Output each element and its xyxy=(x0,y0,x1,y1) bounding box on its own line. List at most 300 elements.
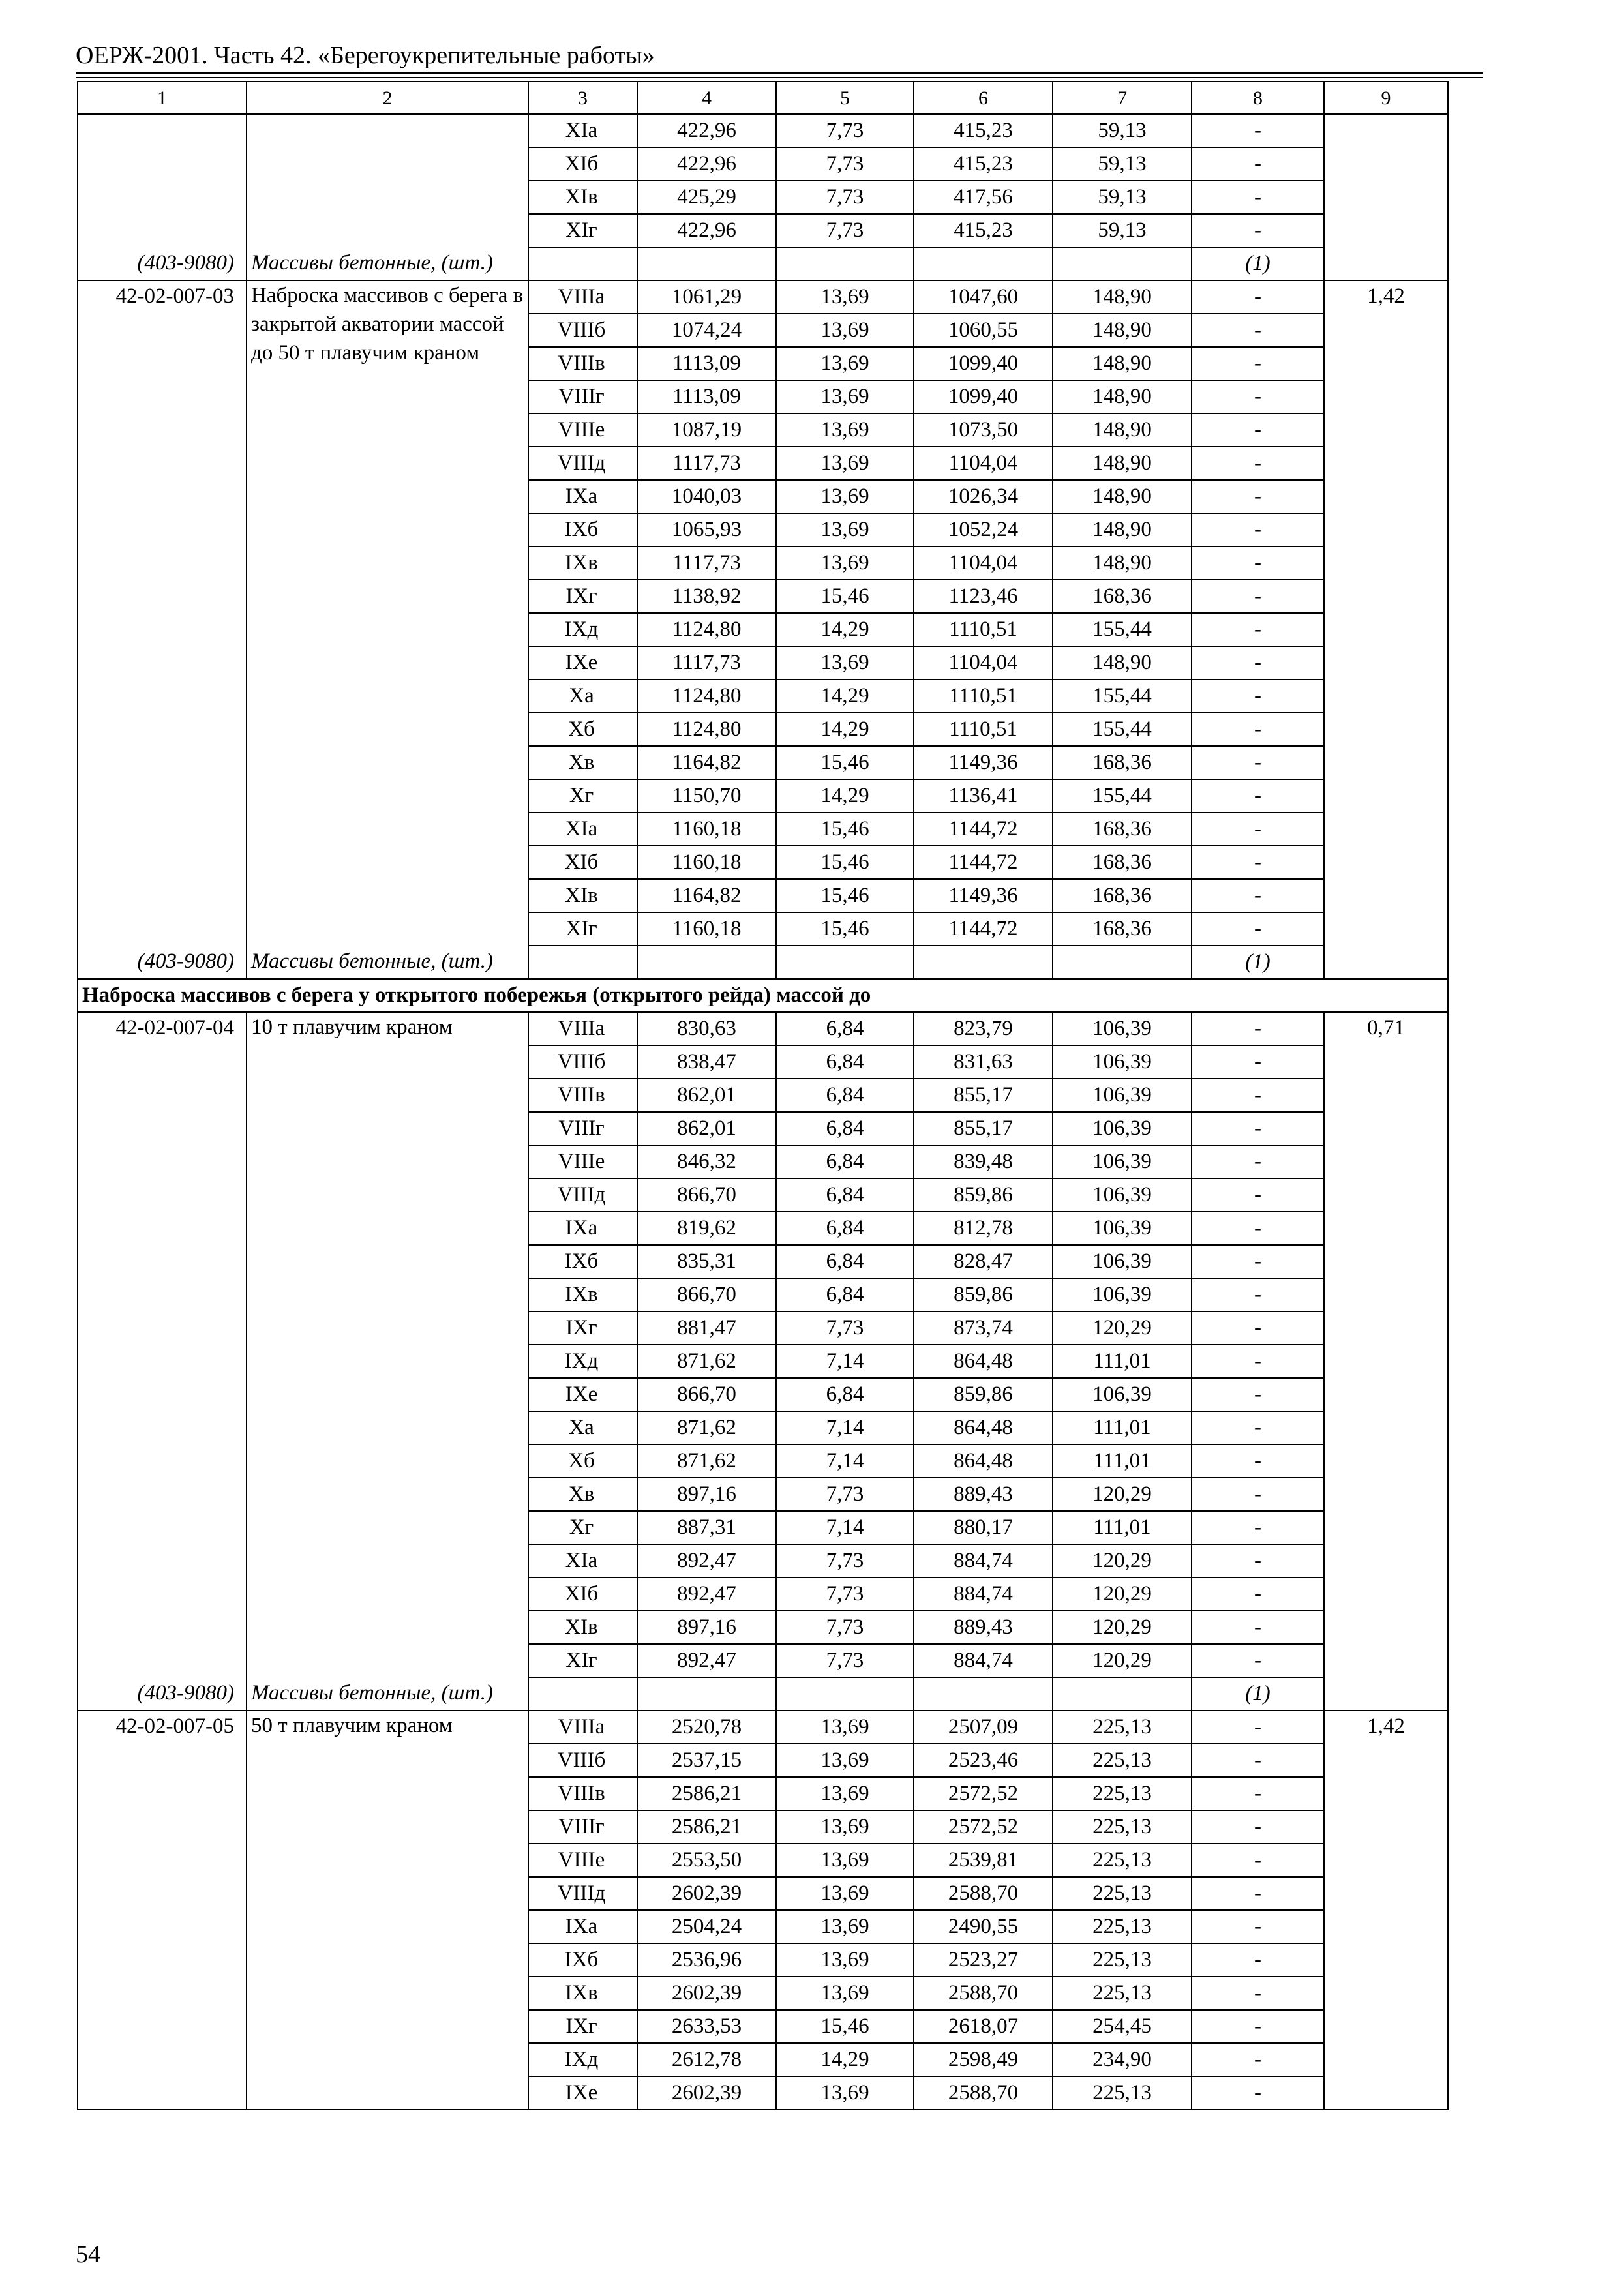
wages: 13,69 xyxy=(776,1777,914,1810)
machinist-wages: 148,90 xyxy=(1053,546,1192,580)
machine-cost: 1144,72 xyxy=(914,813,1053,846)
region-class: VIIIа xyxy=(528,1711,637,1744)
wages: 13,69 xyxy=(776,1844,914,1877)
wages: 13,69 xyxy=(776,314,914,347)
machinist-wages: 59,13 xyxy=(1053,114,1192,147)
machinist-wages: 120,29 xyxy=(1053,1578,1192,1611)
wages: 13,69 xyxy=(776,480,914,513)
materials-cost: - xyxy=(1192,1145,1324,1178)
total-cost: 2536,96 xyxy=(637,1943,776,1977)
machine-cost: 884,74 xyxy=(914,1644,1053,1677)
materials-cost: - xyxy=(1192,1212,1324,1245)
machinist-wages: 148,90 xyxy=(1053,314,1192,347)
resource-empty-cell xyxy=(528,946,637,979)
machinist-wages: 106,39 xyxy=(1053,1145,1192,1178)
resource-code: (403-9080) xyxy=(137,1681,234,1705)
machinist-wages: 148,90 xyxy=(1053,413,1192,447)
machine-cost: 889,43 xyxy=(914,1478,1053,1511)
materials-cost: - xyxy=(1192,2076,1324,2110)
machinist-wages: 155,44 xyxy=(1053,713,1192,746)
materials-cost: - xyxy=(1192,181,1324,214)
materials-cost: - xyxy=(1192,347,1324,380)
machine-cost: 1099,40 xyxy=(914,347,1053,380)
machine-cost: 1149,36 xyxy=(914,746,1053,779)
wages: 7,73 xyxy=(776,1611,914,1644)
wages: 7,14 xyxy=(776,1511,914,1544)
machine-cost: 855,17 xyxy=(914,1079,1053,1112)
region-class: IXе xyxy=(528,1378,637,1411)
resource-name: Массивы бетонные, (шт.) xyxy=(251,1681,493,1705)
resource-quantity: (1) xyxy=(1192,946,1324,979)
machinist-wages: 148,90 xyxy=(1053,480,1192,513)
machinist-wages: 155,44 xyxy=(1053,779,1192,813)
materials-cost: - xyxy=(1192,1245,1324,1278)
resource-code: (403-9080) xyxy=(137,251,234,275)
region-class: Xв xyxy=(528,746,637,779)
wages: 15,46 xyxy=(776,813,914,846)
resource-name: Массивы бетонные, (шт.) xyxy=(251,950,493,973)
page-header-title: ОЕРЖ-2001. Часть 42. «Берегоукрепительные работы» xyxy=(76,42,655,69)
machine-cost: 415,23 xyxy=(914,114,1053,147)
machine-cost: 415,23 xyxy=(914,147,1053,181)
total-cost: 1074,24 xyxy=(637,314,776,347)
total-cost: 1150,70 xyxy=(637,779,776,813)
materials-cost: - xyxy=(1192,779,1324,813)
machine-cost: 2598,49 xyxy=(914,2043,1053,2076)
materials-cost: - xyxy=(1192,114,1324,147)
column-number: 2 xyxy=(247,82,528,114)
total-cost: 422,96 xyxy=(637,214,776,247)
machinist-wages: 148,90 xyxy=(1053,646,1192,680)
machine-cost: 889,43 xyxy=(914,1611,1053,1644)
total-cost: 819,62 xyxy=(637,1212,776,1245)
materials-cost: - xyxy=(1192,1012,1324,1045)
machine-cost: 812,78 xyxy=(914,1212,1053,1245)
total-cost: 897,16 xyxy=(637,1478,776,1511)
materials-cost: - xyxy=(1192,613,1324,646)
wages: 14,29 xyxy=(776,779,914,813)
machine-cost: 2588,70 xyxy=(914,1977,1053,2010)
machine-cost: 1052,24 xyxy=(914,513,1053,546)
region-class: VIIIд xyxy=(528,1877,637,1910)
wages: 13,69 xyxy=(776,413,914,447)
total-cost: 871,62 xyxy=(637,1345,776,1378)
materials-cost: - xyxy=(1192,1444,1324,1478)
region-class: XIв xyxy=(528,879,637,912)
total-cost: 1117,73 xyxy=(637,447,776,480)
region-class: VIIIе xyxy=(528,1145,637,1178)
machine-cost: 2523,46 xyxy=(914,1744,1053,1777)
resource-empty-cell xyxy=(637,946,776,979)
machine-cost: 1144,72 xyxy=(914,912,1053,946)
region-class: XIа xyxy=(528,114,637,147)
total-cost: 1113,09 xyxy=(637,380,776,413)
total-cost: 846,32 xyxy=(637,1145,776,1178)
machine-cost: 2490,55 xyxy=(914,1910,1053,1943)
total-cost: 425,29 xyxy=(637,181,776,214)
materials-cost: - xyxy=(1192,879,1324,912)
region-class: IXа xyxy=(528,480,637,513)
wages: 15,46 xyxy=(776,746,914,779)
materials-cost: - xyxy=(1192,1311,1324,1345)
region-class: Xг xyxy=(528,779,637,813)
region-class: IXг xyxy=(528,580,637,613)
machine-cost: 839,48 xyxy=(914,1145,1053,1178)
total-cost: 2553,50 xyxy=(637,1844,776,1877)
total-cost: 2537,15 xyxy=(637,1744,776,1777)
materials-cost: - xyxy=(1192,1178,1324,1212)
region-class: VIIIд xyxy=(528,447,637,480)
machine-cost: 1026,34 xyxy=(914,480,1053,513)
machine-cost: 415,23 xyxy=(914,214,1053,247)
machine-cost: 831,63 xyxy=(914,1045,1053,1079)
region-class: Xа xyxy=(528,680,637,713)
wages: 7,73 xyxy=(776,1311,914,1345)
machinist-wages: 106,39 xyxy=(1053,1278,1192,1311)
machinist-wages: 155,44 xyxy=(1053,680,1192,713)
region-class: Xб xyxy=(528,713,637,746)
total-cost: 1124,80 xyxy=(637,680,776,713)
wages: 6,84 xyxy=(776,1378,914,1411)
machinist-wages: 120,29 xyxy=(1053,1644,1192,1677)
machine-cost: 828,47 xyxy=(914,1245,1053,1278)
machinist-wages: 225,13 xyxy=(1053,1711,1192,1744)
region-class: IXе xyxy=(528,646,637,680)
section-heading: Наброска массивов с берега у открытого побережья (открытого рейда) массой до xyxy=(78,979,1448,1012)
total-cost: 897,16 xyxy=(637,1611,776,1644)
machine-cost: 864,48 xyxy=(914,1411,1053,1444)
wages: 6,84 xyxy=(776,1178,914,1212)
total-cost: 422,96 xyxy=(637,147,776,181)
wages: 14,29 xyxy=(776,613,914,646)
machinist-wages: 111,01 xyxy=(1053,1511,1192,1544)
wages: 15,46 xyxy=(776,879,914,912)
materials-cost: - xyxy=(1192,846,1324,879)
materials-cost: - xyxy=(1192,912,1324,946)
region-class: IXд xyxy=(528,2043,637,2076)
machine-cost: 884,74 xyxy=(914,1544,1053,1578)
materials-cost: - xyxy=(1192,1644,1324,1677)
wages: 6,84 xyxy=(776,1212,914,1245)
region-class: IXв xyxy=(528,1278,637,1311)
column-number: 3 xyxy=(528,82,637,114)
materials-cost: - xyxy=(1192,546,1324,580)
wages: 7,73 xyxy=(776,147,914,181)
wages: 6,84 xyxy=(776,1245,914,1278)
machinist-wages: 168,36 xyxy=(1053,813,1192,846)
wages: 13,69 xyxy=(776,1877,914,1910)
region-class: Xб xyxy=(528,1444,637,1478)
machine-cost: 2588,70 xyxy=(914,1877,1053,1910)
wages: 15,46 xyxy=(776,912,914,946)
machine-cost: 1149,36 xyxy=(914,879,1053,912)
region-class: IXа xyxy=(528,1910,637,1943)
norm-code: 42-02-007-04 (403-9080) xyxy=(78,1012,247,1711)
region-class: IXв xyxy=(528,1977,637,2010)
total-cost: 2602,39 xyxy=(637,2076,776,2110)
machinist-wages: 168,36 xyxy=(1053,746,1192,779)
machinist-wages: 111,01 xyxy=(1053,1444,1192,1478)
materials-cost: - xyxy=(1192,1378,1324,1411)
region-class: IXб xyxy=(528,1245,637,1278)
machine-cost: 1136,41 xyxy=(914,779,1053,813)
wages: 14,29 xyxy=(776,713,914,746)
materials-cost: - xyxy=(1192,680,1324,713)
total-cost: 887,31 xyxy=(637,1511,776,1544)
machinist-wages: 225,13 xyxy=(1053,1910,1192,1943)
machine-cost: 2618,07 xyxy=(914,2010,1053,2043)
resource-empty-cell xyxy=(637,247,776,280)
machinist-wages: 155,44 xyxy=(1053,613,1192,646)
wages: 7,73 xyxy=(776,1478,914,1511)
column-number: 9 xyxy=(1324,82,1448,114)
machinist-wages: 106,39 xyxy=(1053,1012,1192,1045)
machine-cost: 864,48 xyxy=(914,1345,1053,1378)
region-class: XIг xyxy=(528,912,637,946)
machinist-wages: 106,39 xyxy=(1053,1079,1192,1112)
resource-empty-cell xyxy=(776,946,914,979)
total-cost: 892,47 xyxy=(637,1544,776,1578)
machinist-wages: 106,39 xyxy=(1053,1378,1192,1411)
machinist-wages: 59,13 xyxy=(1053,147,1192,181)
resource-name: Массивы бетонные, (шт.) xyxy=(251,251,493,275)
machine-cost: 859,86 xyxy=(914,1378,1053,1411)
total-cost: 1124,80 xyxy=(637,613,776,646)
materials-cost: - xyxy=(1192,1112,1324,1145)
region-class: IXг xyxy=(528,1311,637,1345)
wages: 13,69 xyxy=(776,1744,914,1777)
machinist-wages: 254,45 xyxy=(1053,2010,1192,2043)
column-number: 8 xyxy=(1192,82,1324,114)
wages: 13,69 xyxy=(776,280,914,314)
region-class: VIIIе xyxy=(528,1844,637,1877)
norm-name: 10 т плавучим краном Массивы бетонные, (шт.) xyxy=(247,1012,528,1711)
region-class: VIIIб xyxy=(528,1744,637,1777)
wages: 6,84 xyxy=(776,1278,914,1311)
machine-cost: 2523,27 xyxy=(914,1943,1053,1977)
wages: 13,69 xyxy=(776,1810,914,1844)
materials-cost: - xyxy=(1192,447,1324,480)
region-class: XIв xyxy=(528,181,637,214)
header-rule-bottom xyxy=(76,77,1483,78)
machinist-wages: 106,39 xyxy=(1053,1212,1192,1245)
region-class: IXе xyxy=(528,2076,637,2110)
region-class: VIIIд xyxy=(528,1178,637,1212)
wages: 6,84 xyxy=(776,1012,914,1045)
total-cost: 862,01 xyxy=(637,1079,776,1112)
total-cost: 2602,39 xyxy=(637,1877,776,1910)
wages: 13,69 xyxy=(776,513,914,546)
machine-cost: 880,17 xyxy=(914,1511,1053,1544)
resource-empty-cell xyxy=(1053,247,1192,280)
machine-cost: 855,17 xyxy=(914,1112,1053,1145)
materials-cost: - xyxy=(1192,280,1324,314)
region-class: IXд xyxy=(528,613,637,646)
total-cost: 1117,73 xyxy=(637,646,776,680)
materials-cost: - xyxy=(1192,813,1324,846)
machine-cost: 1047,60 xyxy=(914,280,1053,314)
materials-cost: - xyxy=(1192,1943,1324,1977)
norm-code: 42-02-007-03 (403-9080) xyxy=(78,280,247,979)
wages: 6,84 xyxy=(776,1079,914,1112)
materials-cost: - xyxy=(1192,413,1324,447)
machinist-wages: 120,29 xyxy=(1053,1544,1192,1578)
section-heading-row xyxy=(78,979,1448,1012)
region-class: VIIIв xyxy=(528,1777,637,1810)
total-cost: 1160,18 xyxy=(637,912,776,946)
machinist-wages: 225,13 xyxy=(1053,1844,1192,1877)
total-cost: 881,47 xyxy=(637,1311,776,1345)
materials-cost: - xyxy=(1192,2043,1324,2076)
norm-name xyxy=(247,114,528,280)
machinist-wages: 225,13 xyxy=(1053,1810,1192,1844)
column-number: 7 xyxy=(1053,82,1192,114)
machine-cost: 1123,46 xyxy=(914,580,1053,613)
wages: 15,46 xyxy=(776,2010,914,2043)
materials-cost: - xyxy=(1192,1611,1324,1644)
wages: 6,84 xyxy=(776,1112,914,1145)
region-class: VIIIв xyxy=(528,347,637,380)
materials-cost: - xyxy=(1192,1478,1324,1511)
machinist-wages: 148,90 xyxy=(1053,447,1192,480)
machine-cost: 864,48 xyxy=(914,1444,1053,1478)
wages: 13,69 xyxy=(776,546,914,580)
wages: 7,73 xyxy=(776,114,914,147)
wages: 7,73 xyxy=(776,1644,914,1677)
machine-cost: 859,86 xyxy=(914,1178,1053,1212)
materials-cost: - xyxy=(1192,1345,1324,1378)
table-row xyxy=(78,280,1448,314)
machinist-wages: 225,13 xyxy=(1053,2076,1192,2110)
page-number: 54 xyxy=(76,2241,100,2268)
region-class: XIб xyxy=(528,846,637,879)
total-cost: 1164,82 xyxy=(637,746,776,779)
machinist-wages: 225,13 xyxy=(1053,1977,1192,2010)
total-cost: 862,01 xyxy=(637,1112,776,1145)
materials-cost: - xyxy=(1192,1045,1324,1079)
materials-cost: - xyxy=(1192,1844,1324,1877)
machine-cost: 2588,70 xyxy=(914,2076,1053,2110)
total-cost: 1065,93 xyxy=(637,513,776,546)
region-class: XIб xyxy=(528,1578,637,1611)
machinist-wages: 148,90 xyxy=(1053,513,1192,546)
machine-cost: 1060,55 xyxy=(914,314,1053,347)
total-cost: 1160,18 xyxy=(637,813,776,846)
wages: 13,69 xyxy=(776,646,914,680)
materials-cost: - xyxy=(1192,1744,1324,1777)
machine-cost: 1104,04 xyxy=(914,646,1053,680)
resource-empty-cell xyxy=(914,946,1053,979)
region-class: VIIIг xyxy=(528,1112,637,1145)
total-cost: 1124,80 xyxy=(637,713,776,746)
table-row xyxy=(78,114,1448,147)
wages: 13,69 xyxy=(776,380,914,413)
machine-cost: 1099,40 xyxy=(914,380,1053,413)
machinist-wages: 111,01 xyxy=(1053,1345,1192,1378)
region-class: IXа xyxy=(528,1212,637,1245)
machinist-wages: 120,29 xyxy=(1053,1478,1192,1511)
resource-empty-cell xyxy=(914,1677,1053,1711)
total-cost: 1087,19 xyxy=(637,413,776,447)
resource-empty-cell xyxy=(1053,946,1192,979)
machine-cost: 873,74 xyxy=(914,1311,1053,1345)
resource-empty-cell xyxy=(776,1677,914,1711)
region-class: VIIIа xyxy=(528,280,637,314)
total-cost: 2602,39 xyxy=(637,1977,776,2010)
materials-cost: - xyxy=(1192,2010,1324,2043)
total-cost: 1164,82 xyxy=(637,879,776,912)
region-class: IXд xyxy=(528,1345,637,1378)
machine-cost: 1144,72 xyxy=(914,846,1053,879)
total-cost: 2633,53 xyxy=(637,2010,776,2043)
total-cost: 2504,24 xyxy=(637,1910,776,1943)
wages: 15,46 xyxy=(776,580,914,613)
total-cost: 1113,09 xyxy=(637,347,776,380)
norms-table xyxy=(77,81,1449,2110)
machinist-wages: 106,39 xyxy=(1053,1112,1192,1145)
machinist-wages: 234,90 xyxy=(1053,2043,1192,2076)
wages: 7,73 xyxy=(776,214,914,247)
machine-cost: 2539,81 xyxy=(914,1844,1053,1877)
resource-empty-cell xyxy=(528,1677,637,1711)
machinist-wages: 59,13 xyxy=(1053,181,1192,214)
labor-coefficient: 1,42 xyxy=(1324,1711,1448,2110)
machinist-wages: 168,36 xyxy=(1053,580,1192,613)
machinist-wages: 148,90 xyxy=(1053,280,1192,314)
region-class: VIIIг xyxy=(528,1810,637,1844)
region-class: XIа xyxy=(528,1544,637,1578)
materials-cost: - xyxy=(1192,746,1324,779)
materials-cost: - xyxy=(1192,480,1324,513)
machinist-wages: 225,13 xyxy=(1053,1777,1192,1810)
region-class: IXв xyxy=(528,546,637,580)
machinist-wages: 106,39 xyxy=(1053,1045,1192,1079)
wages: 13,69 xyxy=(776,2076,914,2110)
materials-cost: - xyxy=(1192,314,1324,347)
materials-cost: - xyxy=(1192,1278,1324,1311)
machinist-wages: 120,29 xyxy=(1053,1311,1192,1345)
region-class: Xг xyxy=(528,1511,637,1544)
machine-cost: 1104,04 xyxy=(914,447,1053,480)
total-cost: 2612,78 xyxy=(637,2043,776,2076)
wages: 13,69 xyxy=(776,347,914,380)
labor-coefficient: 0,71 xyxy=(1324,1012,1448,1711)
total-cost: 1138,92 xyxy=(637,580,776,613)
wages: 6,84 xyxy=(776,1045,914,1079)
machinist-wages: 111,01 xyxy=(1053,1411,1192,1444)
region-class: XIа xyxy=(528,813,637,846)
total-cost: 422,96 xyxy=(637,114,776,147)
materials-cost: - xyxy=(1192,1411,1324,1444)
norm-name: Наброска массивов с берега в закрытой акватории массой до 50 т плавучим краном Массивы бетонные, (шт.) xyxy=(247,280,528,979)
materials-cost: - xyxy=(1192,147,1324,181)
machine-cost: 1073,50 xyxy=(914,413,1053,447)
materials-cost: - xyxy=(1192,1079,1324,1112)
region-class: XIг xyxy=(528,214,637,247)
total-cost: 866,70 xyxy=(637,1278,776,1311)
machine-cost: 823,79 xyxy=(914,1012,1053,1045)
wages: 15,46 xyxy=(776,846,914,879)
machine-cost: 1110,51 xyxy=(914,680,1053,713)
wages: 14,29 xyxy=(776,680,914,713)
machinist-wages: 225,13 xyxy=(1053,1744,1192,1777)
labor-coefficient: 1,42 xyxy=(1324,280,1448,979)
region-class: Xв xyxy=(528,1478,637,1511)
machine-cost: 2572,52 xyxy=(914,1777,1053,1810)
total-cost: 866,70 xyxy=(637,1178,776,1212)
header-rule-top xyxy=(76,72,1483,74)
column-number: 1 xyxy=(78,82,247,114)
